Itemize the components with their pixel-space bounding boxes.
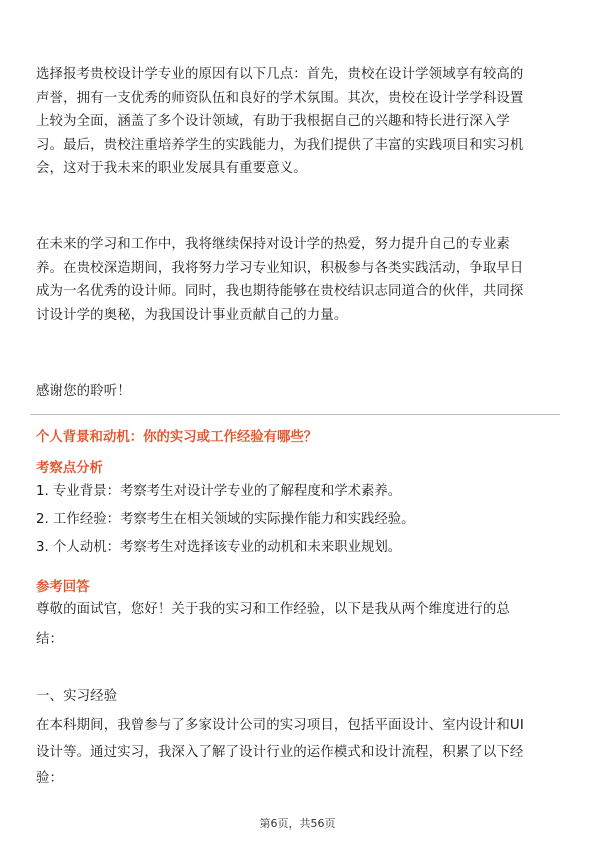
paragraph-line: 尊敬的面试官，您好！关于我的实习和工作经验，以下是我从两个维度进行的总 [36, 602, 510, 617]
analysis-list [36, 478, 415, 562]
analysis-title: 考察点分析 [36, 461, 103, 476]
paragraph-line: 养。在贵校深造期间，我将努力学习专业知识，积极参与各类实践活动，争取早日 [36, 260, 524, 276]
list-item: 2. 工作经验：考察考生在相关领域的实际操作能力和实践经验。 [36, 512, 415, 527]
page-footer: 第6页，共56页 [259, 817, 336, 830]
answer-title: 参考回答 [36, 580, 90, 595]
future-paragraph [36, 233, 559, 327]
intro-paragraph [36, 63, 559, 181]
paragraph-line: 讨设计学的奥秘，为我国设计事业贡献自己的力量。 [36, 307, 348, 323]
list-item: 1. 专业背景：考察考生对设计学专业的了解程度和学术素养。 [36, 484, 402, 499]
paragraph-line: 习。最后，贵校注重培养学生的实践能力，为我们提供了丰富的实践项目和实习机 [36, 137, 524, 153]
paragraph-line: 会，这对于我未来的职业发展具有重要意义。 [36, 161, 307, 176]
section-divider [30, 414, 560, 415]
paragraph-line: 在未来的学习和工作中，我将继续保持对设计学的热爱，努力提升自己的专业素 [36, 237, 510, 252]
internship-paragraph [36, 714, 559, 791]
internship-subheading: 一、实习经验 [36, 689, 118, 704]
paragraph-line: 结： [36, 631, 64, 647]
paragraph-line: 选择报考贵校设计学专业的原因有以下几点：首先，贵校在设计学领域享有较高的 [36, 67, 524, 82]
list-item: 3. 个人动机：考察考生对选择该专业的动机和未来职业规划。 [36, 540, 402, 555]
paragraph-line: 成为一名优秀的设计师。同时，我也期待能够在贵校结识志同道合的伙伴，共同探 [36, 284, 524, 299]
paragraph-line: 在本科期间，我曾参与了多家设计公司的实习项目，包括平面设计、室内设计和UI [36, 718, 524, 733]
paragraph-line: 设计等。通过实习，我深入了解了设计行业的运作模式和设计流程，积累了以下经 [36, 744, 524, 760]
answer-greeting [36, 598, 559, 651]
paragraph-line: 上较为全面，涵盖了多个设计领域，有助于我根据自己的兴趣和特长进行深入学 [36, 114, 510, 129]
thanks-text: 感谢您的聆听！ [36, 384, 131, 399]
question-heading: 个人背景和动机：你的实习或工作经验有哪些？ [36, 430, 318, 445]
paragraph-line: 声誉，拥有一支优秀的师资队伍和良好的学术氛围。其次，贵校在设计学学科设置 [36, 90, 524, 106]
paragraph-line: 验： [36, 771, 64, 786]
